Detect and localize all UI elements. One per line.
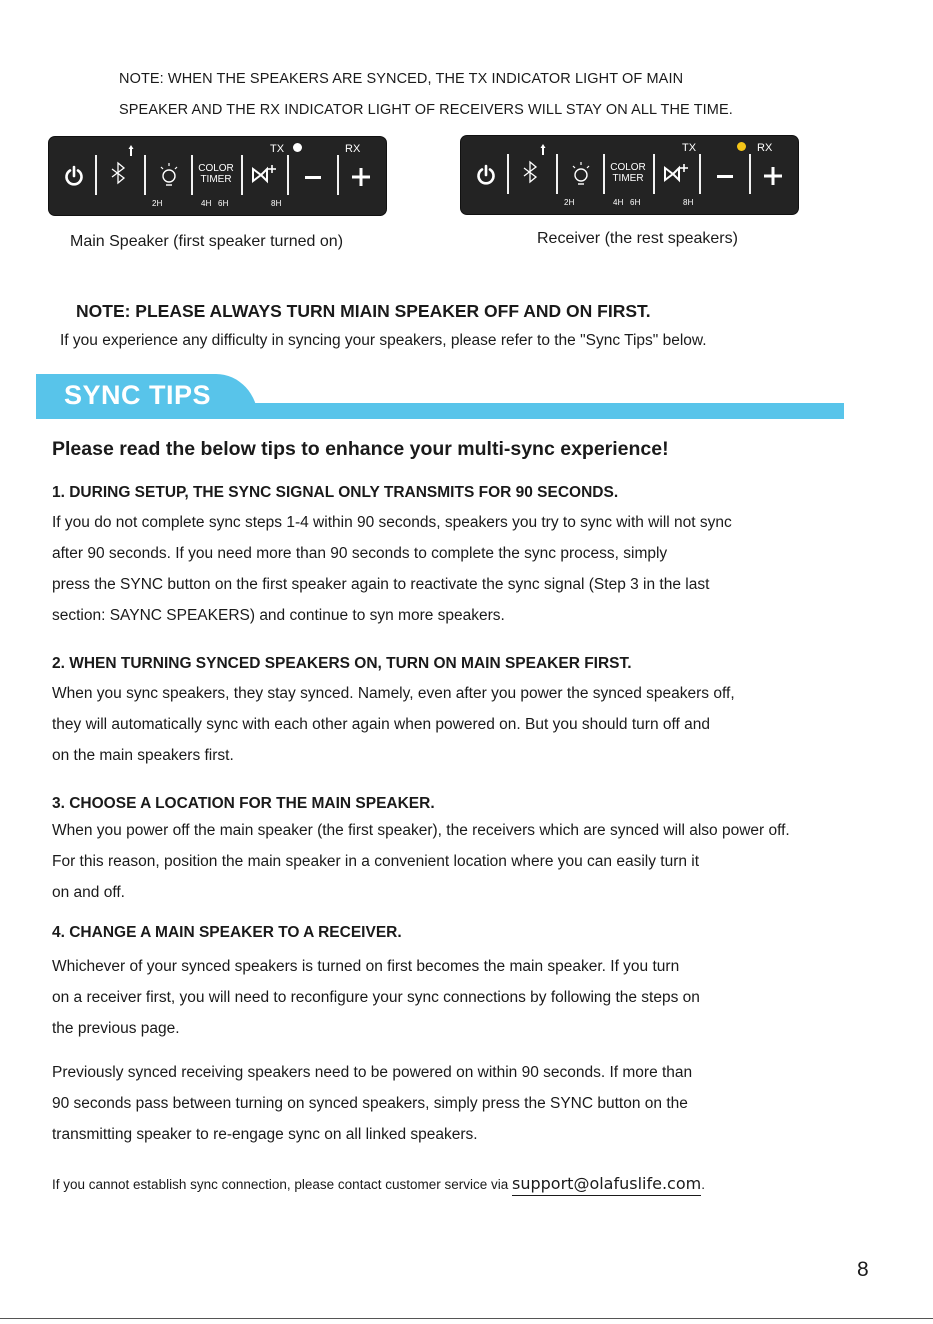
receiver-caption: Receiver (the rest speakers) [537,230,738,247]
tip-4-line: on a receiver first, you will need to reconfigure your sync connections by following the steps on [52,989,700,1006]
tip-2-line: on the main speakers first. [52,747,234,764]
timer-8h-label: 8H [683,198,694,207]
light-bulb-icon [568,160,594,188]
tip-1-line: after 90 seconds. If you need more than 90 seconds to complete the sync process, simply [52,545,668,562]
timer-4h-label: 4H [613,198,624,207]
sync-transmit-icon [250,161,280,187]
tip-4-extra-line: 90 seconds pass between turning on synced speakers, simply press the SYNC button on the [52,1095,688,1112]
tip-1-line: press the SYNC button on the first speaker again to reactivate the sync signal (Step 3 in the last [52,576,710,593]
tx-indicator-light [293,143,302,152]
tips-headline: Please read the below tips to enhance your multi-sync experience! [52,438,669,460]
sync-tips-reference: If you experience any difficulty in syncing your speakers, please refer to the "Sync Tips" below. [60,332,707,349]
page-number: 8 [857,1258,869,1281]
page-bottom-rule [0,1318,933,1319]
bluetooth-sync-icon [104,145,134,193]
main-speaker-control-panel [49,137,386,215]
tx-label: TX [270,143,285,155]
tx-label: TX [682,142,697,154]
receiver-control-panel [461,136,798,214]
tip-1-line: If you do not complete sync steps 1-4 within 90 seconds, speakers you try to sync with will not sync [52,514,732,531]
color-label: COLOR [610,162,646,173]
tip-3-line: When you power off the main speaker (the first speaker), the receivers which are synced will also power off. [52,822,790,839]
tip-4-heading: 4. CHANGE A MAIN SPEAKER TO A RECEIVER. [52,924,402,941]
timer-label: TIMER [612,173,644,184]
power-icon [475,164,497,186]
timer-8h-label: 8H [271,199,282,208]
power-icon [63,165,85,187]
rx-indicator-light [737,142,746,151]
support-contact-period: . [701,1177,705,1192]
timer-2h-label: 2H [152,199,163,208]
timer-6h-label: 6H [630,198,641,207]
main-speaker-note: NOTE: PLEASE ALWAYS TURN MIAIN SPEAKER OFF AND ON FIRST. [76,301,651,321]
support-contact-text: If you cannot establish sync connection, please contact customer service via [52,1177,509,1192]
bluetooth-sync-icon [516,144,546,192]
tip-2-line: When you sync speakers, they stay synced. Namely, even after you power the synced speakers off, [52,685,735,702]
rx-label: RX [757,142,773,154]
tip-4-line: the previous page. [52,1020,180,1037]
color-label: COLOR [198,163,234,174]
timer-6h-label: 6H [218,199,229,208]
tip-3-line: on and off. [52,884,125,901]
section-title: SYNC TIPS [64,380,212,410]
volume-down-icon [717,175,733,178]
timer-4h-label: 4H [201,199,212,208]
tip-2-line: they will automatically sync with each other again when powered on. But you should turn off and [52,716,710,733]
rx-label: RX [345,143,361,155]
main-speaker-caption: Main Speaker (first speaker turned on) [70,233,344,250]
tip-1-heading: 1. DURING SETUP, THE SYNC SIGNAL ONLY TRANSMITS FOR 90 SECONDS. [52,484,619,501]
tip-4-line: Whichever of your synced speakers is turned on first becomes the main speaker. If you turn [52,958,680,975]
tip-4-extra-line: transmitting speaker to re-engage sync on all linked speakers. [52,1126,478,1143]
sync-note-line-2: SPEAKER AND THE RX INDICATOR LIGHT OF RECEIVERS WILL STAY ON ALL THE TIME. [119,102,733,118]
sync-transmit-icon [662,160,692,186]
timer-2h-label: 2H [564,198,575,207]
tip-3-line: For this reason, position the main speaker in a convenient location where you can easily turn it [52,853,700,870]
volume-up-icon [764,167,782,185]
light-bulb-icon [156,161,182,189]
volume-up-icon [352,168,370,186]
support-email-link[interactable]: support@olafuslife.com [512,1174,701,1196]
tip-3-heading: 3. CHOOSE A LOCATION FOR THE MAIN SPEAKER. [52,795,435,812]
tip-1-line: section: SAYNC SPEAKERS) and continue to syn more speakers. [52,607,505,624]
support-contact [52,1174,705,1193]
volume-down-icon [305,176,321,179]
tip-2-heading: 2. WHEN TURNING SYNCED SPEAKERS ON, TURN ON MAIN SPEAKER FIRST. [52,655,632,672]
timer-label: TIMER [200,174,232,185]
tip-4-extra-line: Previously synced receiving speakers need to be powered on within 90 seconds. If more than [52,1064,693,1081]
sync-note-line-1: NOTE: WHEN THE SPEAKERS ARE SYNCED, THE TX INDICATOR LIGHT OF MAIN [119,71,684,87]
